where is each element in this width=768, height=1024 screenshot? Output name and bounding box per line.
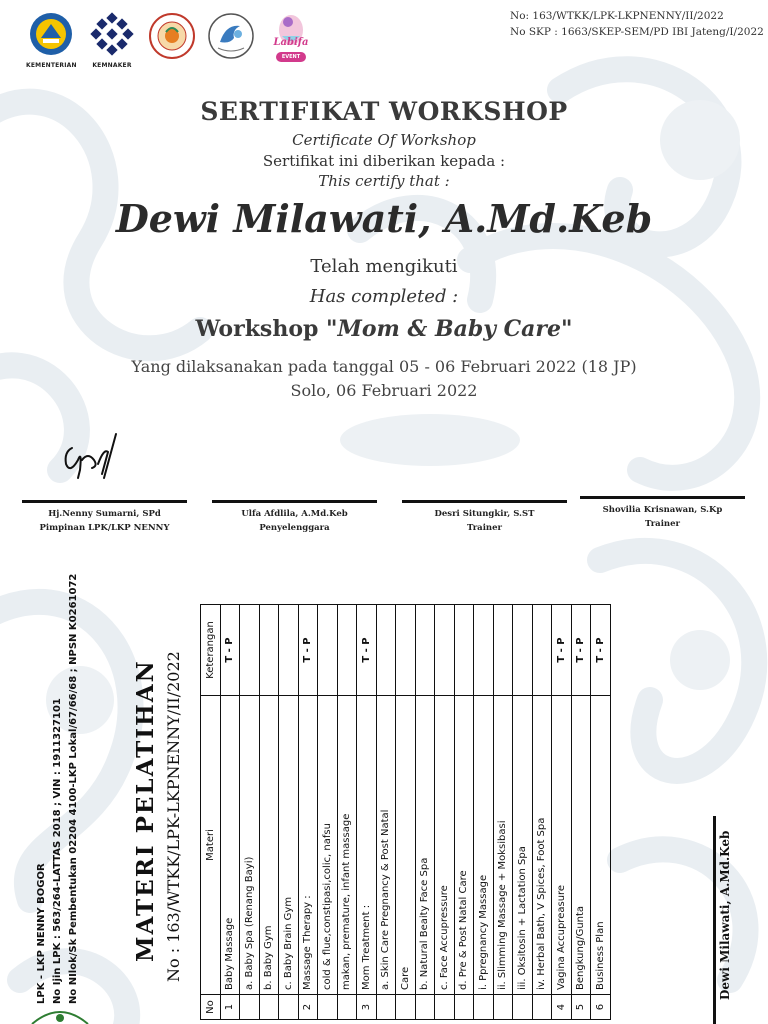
cell-materi: Business Plan [591, 696, 611, 995]
cell-no [435, 995, 455, 1020]
cell-no [493, 995, 513, 1020]
mother-baby-seal-icon [206, 12, 256, 60]
cell-materi: Bengkung/Gunta [571, 696, 591, 995]
cell-keterangan [435, 605, 455, 696]
kementerian-logo [26, 12, 77, 69]
given-to-label-en: This certify that : [318, 172, 450, 190]
table-row [474, 605, 494, 1020]
cell-keterangan [279, 605, 299, 696]
signature-line [212, 500, 377, 503]
table-row [552, 605, 572, 1020]
table-row [279, 605, 299, 1020]
cell-materi: i. Ppregnancy Massage [474, 696, 494, 995]
workshop-suffix: " [561, 316, 573, 342]
event-date: Yang dilaksanakan pada tanggal 05 - 06 Februari 2022 (18 JP) [131, 357, 637, 376]
cell-no [454, 995, 474, 1020]
back-recipient-name: Dewi Milawati, A.Md.Keb [718, 830, 732, 1000]
kementerian-emblem-icon [27, 12, 75, 56]
materi-title: MATERI PELATIHAN [132, 659, 159, 962]
labifa-wordmark: Labifa [273, 37, 309, 48]
logo-caption: KEMENTERIAN [26, 62, 77, 69]
cell-materi: a. Baby Spa (Renang Bayi) [240, 696, 260, 995]
reference-numbers [510, 8, 764, 40]
cell-keterangan [259, 605, 279, 696]
given-to-label: Sertifikat ini diberikan kepada : [262, 152, 506, 170]
table-row [513, 605, 533, 1020]
cell-keterangan: T - P [571, 605, 591, 696]
kemnaker-emblem-icon [90, 12, 134, 56]
cell-no [396, 995, 416, 1020]
workshop-title [0, 316, 768, 342]
table-row [259, 605, 279, 1020]
signatory-role: Penyelenggara [259, 523, 330, 533]
cell-no [279, 995, 299, 1020]
cell-materi: iii. Oksitosin + Lactation Spa [513, 696, 533, 995]
cell-no [259, 995, 279, 1020]
cell-materi: b. Baby Gym [259, 696, 279, 995]
completed-label: Telah mengikuti [310, 256, 458, 277]
cell-no: 1 [220, 995, 240, 1020]
completed-label-en: Has completed : [309, 286, 459, 307]
cell-materi: cold & flue,constipasi,colic, nafsu [318, 696, 338, 995]
table-row [435, 605, 455, 1020]
table-row [454, 605, 474, 1020]
table-row [493, 605, 513, 1020]
cell-keterangan [415, 605, 435, 696]
cell-materi: c. Face Accupressure [435, 696, 455, 995]
cell-keterangan [474, 605, 494, 696]
materi-table-wrapper [200, 604, 616, 1020]
cell-no [240, 995, 260, 1020]
cell-materi: d. Pre & Post Natal Care [454, 696, 474, 995]
table-row [298, 605, 318, 1020]
cell-no [415, 995, 435, 1020]
cell-materi: makan, premature, infant massage [337, 696, 357, 995]
seal-logo-1 [148, 12, 196, 64]
table-row [571, 605, 591, 1020]
cell-no: 5 [571, 995, 591, 1020]
cell-keterangan [337, 605, 357, 696]
cell-keterangan: T - P [220, 605, 240, 696]
materi-table [200, 604, 611, 1020]
table-row [240, 605, 260, 1020]
lpk-line-3: No NIlok/Sk Pembentukan 02204 4100-LKP Lokal/67/66/68 ; NPSN K0261072 [68, 573, 79, 1004]
cell-materi: b. Natural Beaity Face Spa [415, 696, 435, 995]
cell-no [318, 995, 338, 1020]
signatory-name: Hj.Nenny Sumarni, SPd [48, 509, 161, 519]
table-row [415, 605, 435, 1020]
cell-materi: a. Skin Care Pregnancy & Post Natal [376, 696, 396, 995]
table-row [532, 605, 552, 1020]
lpk-info [34, 574, 82, 1004]
cell-no: 3 [357, 995, 377, 1020]
cell-keterangan: T - P [552, 605, 572, 696]
round-seal-icon [148, 12, 196, 60]
cell-keterangan: T - P [357, 605, 377, 696]
cell-materi: iv. Herbal Bath, V Spices, Foot Spa [532, 696, 552, 995]
name-divider-line [713, 816, 716, 1024]
table-row [337, 605, 357, 1020]
certificate-title: SERTIFIKAT WORKSHOP [200, 97, 568, 126]
lpk-line-1: LPK - LKP NENNY BOGOR [36, 863, 47, 1004]
place-date: Solo, 06 Februari 2022 [290, 381, 478, 400]
cell-keterangan: T - P [298, 605, 318, 696]
cell-materi: Mom Treatment : [357, 696, 377, 995]
cell-no: 4 [552, 995, 572, 1020]
signatory-2 [212, 500, 377, 535]
signatory-role: Trainer [645, 519, 680, 529]
header-no: No [201, 995, 221, 1020]
signatory-3 [402, 500, 567, 535]
cell-no [532, 995, 552, 1020]
cell-materi: Care [396, 696, 416, 995]
labifa-event-label: EVENT [281, 54, 301, 60]
handwritten-signature [58, 430, 128, 480]
cell-no [337, 995, 357, 1020]
cell-keterangan [532, 605, 552, 696]
ref-skp: No SKP : 1663/SKEP-SEM/PD IBI Jateng/I/2022 [510, 26, 764, 38]
cell-materi: Vagina Accupreasure [552, 696, 572, 995]
table-header-row [201, 605, 221, 1020]
cell-keterangan [376, 605, 396, 696]
table-row [376, 605, 396, 1020]
table-row [396, 605, 416, 1020]
signatory-name: Desri Situngkir, S.ST [434, 509, 535, 519]
signatory-name: Ulfa Afdlila, A.Md.Keb [241, 509, 348, 519]
signature-line [22, 500, 187, 503]
signatory-name: Shovilia Krisnawan, S.Kp [602, 505, 723, 515]
cell-keterangan [396, 605, 416, 696]
workshop-prefix: Workshop " [195, 316, 338, 342]
cell-keterangan [513, 605, 533, 696]
signatory-role: Trainer [467, 523, 502, 533]
table-row [220, 605, 240, 1020]
signature-line [402, 500, 567, 503]
cell-materi: ii. Slimming Massage + Moksibasi [493, 696, 513, 995]
signatory-4 [580, 496, 745, 531]
cell-keterangan: T - P [591, 605, 611, 696]
table-row [318, 605, 338, 1020]
cell-no [376, 995, 396, 1020]
lpk-line-2: No Ijin LPK : 563/264-LATTAS 2018 ; VIN : 1911327101 [52, 698, 63, 1004]
materi-table-body [220, 605, 610, 1020]
ref-number: No: 163/WTKK/LPK-LKPNENNY/II/2022 [510, 10, 724, 22]
signatory-1 [22, 500, 187, 535]
table-row [357, 605, 377, 1020]
materi-number: No : 163/WTKK/LPK-LKPNENNY/II/2022 [164, 651, 183, 982]
signatory-role: Pimpinan LPK/LKP NENNY [39, 523, 170, 533]
signature-line [580, 496, 745, 499]
header-keterangan: Keterangan [201, 605, 221, 696]
cell-keterangan [454, 605, 474, 696]
kemnaker-logo [90, 12, 134, 69]
cell-no: 2 [298, 995, 318, 1020]
cell-keterangan [493, 605, 513, 696]
cell-no [474, 995, 494, 1020]
cell-materi: Baby Massage [220, 696, 240, 995]
table-row [591, 605, 611, 1020]
logo-caption: KEMNAKER [92, 62, 132, 69]
cell-keterangan [240, 605, 260, 696]
bottom-partial-emblem-icon [28, 1004, 92, 1024]
seal-logo-2 [206, 12, 256, 64]
header-materi: Materi [201, 696, 221, 995]
recipient-name: Dewi Milawati, A.Md.Keb [115, 196, 653, 241]
cell-materi: Massage Therapy : [298, 696, 318, 995]
certificate-title-en: Certificate Of Workshop [292, 131, 476, 149]
cell-keterangan [318, 605, 338, 696]
cell-materi: c. Baby Brain Gym [279, 696, 299, 995]
cell-no [513, 995, 533, 1020]
cell-no: 6 [591, 995, 611, 1020]
workshop-name: Mom & Baby Care [337, 316, 562, 342]
